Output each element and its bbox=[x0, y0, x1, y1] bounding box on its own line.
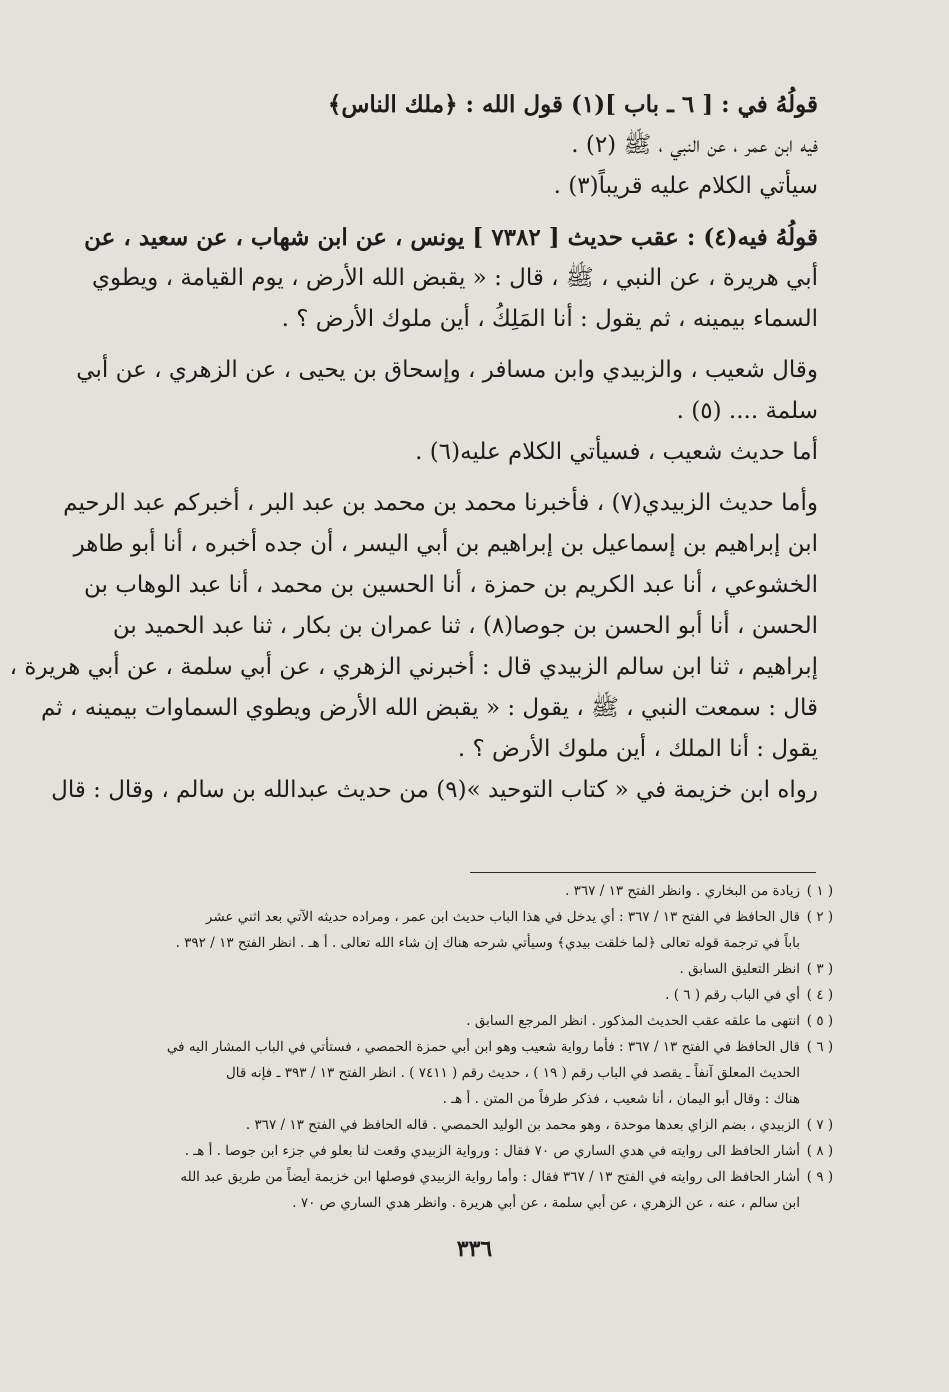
footnote-number: ( ٢ ) bbox=[806, 909, 834, 925]
footnote-text: أي في الباب رقم ( ٦ ) . bbox=[665, 987, 800, 1003]
paragraph-2 bbox=[84, 217, 818, 340]
footnote-number: ( ١ ) bbox=[806, 883, 834, 899]
footnotes bbox=[95, 878, 840, 1216]
text-line: أما حديث شعيب ، فسيأتي الكلام عليه(٦) . bbox=[415, 439, 818, 465]
footnote-number: ( ٣ ) bbox=[806, 961, 834, 977]
text-line: الحسن ، أنا أبو الحسن بن جوصا(٨) ، ثنا عمران بن بكار ، ثنا عبد الحميد بن bbox=[112, 613, 818, 639]
paragraph-5 bbox=[9, 483, 818, 811]
text-line: سلمة .... (٥) . bbox=[676, 398, 818, 424]
footnote-text: ابن سالم ، عنه ، عن الزهري ، عن أبي سلمة ، عن أبي هريرة . وانظر هدي الساري ص ٧٠ . bbox=[292, 1195, 800, 1211]
footnote-4 bbox=[95, 982, 840, 1008]
footnote-text: الحديث المعلق آنفاً ـ يقصد في الباب رقم ( ١٩ ) ، حديث رقم ( ٧٤١١ ) . انظر الفتح ١٣ / ٣٩٣ ـ فإنه قال bbox=[226, 1065, 800, 1081]
footnote-text: قال الحافظ في الفتح ١٣ / ٣٦٧ : فأما رواية شعيب وهو ابن أبي حمزة الحمصي ، فستأتي في الباب المشار اليه في bbox=[166, 1039, 800, 1055]
text-line: وأما حديث الزبيدي(٧) ، فأخبرنا محمد بن محمد بن عبد البر ، أخبركم عبد الرحيم bbox=[63, 490, 818, 516]
text-line: قال : سمعت النبي ، ﷺ ، يقول : « يقبض الله الأرض ويطوي السماوات بيمينه ، ثم bbox=[40, 695, 818, 721]
footnote-5 bbox=[95, 1008, 840, 1034]
footnote-text: قال الحافظ في الفتح ١٣ / ٣٦٧ : أي يدخل في هذا الباب حديث ابن عمر ، ومراده حديثه الآتي بعد اثني عشر bbox=[205, 909, 800, 925]
text-line: رواه ابن خزيمة في « كتاب التوحيد »(٩) من حديث عبدالله بن سالم ، وقال : قال bbox=[51, 777, 818, 803]
paragraph-4 bbox=[100, 432, 818, 473]
footnote-8 bbox=[95, 1138, 840, 1164]
text-line: ابن إبراهيم بن إسماعيل بن إبراهيم بن أبي اليسر ، أن جده أخبره ، أنا أبو طاهر bbox=[73, 531, 818, 557]
footnote-text: زيادة من البخاري . وانظر الفتح ١٣ / ٣٦٧ . bbox=[565, 883, 800, 899]
text-line: سيأتي الكلام عليه قريباً(٣) . bbox=[553, 173, 818, 199]
text-line: وقال شعيب ، والزبيدي وابن مسافر ، وإسحاق بن يحيى ، عن الزهري ، عن أبي bbox=[76, 357, 818, 383]
footnote-number: ( ٩ ) bbox=[806, 1169, 834, 1185]
text-line: فيه ابن عمر ، عن النبي ، ﷺ (٢) . bbox=[571, 132, 818, 158]
footnote-text: انتهى ما علقه عقب الحديث المذكور . انظر المرجع السابق . bbox=[466, 1013, 800, 1029]
text-line: إبراهيم ، ثنا ابن سالم الزبيدي قال : أخبرني الزهري ، عن أبي سلمة ، عن أبي هريرة ، bbox=[9, 654, 818, 680]
text-line: السماء بيمينه ، ثم يقول : أنا المَلِكُ ، أين ملوك الأرض ؟ . bbox=[281, 306, 818, 332]
footnote-text: أشار الحافظ الى روايته في الفتح ١٣ / ٣٦٧ فقال : وأما رواية الزبيدي فوصلها ابن خزيمة أيضاً من طريق عبد الله bbox=[180, 1169, 800, 1185]
text-line: قولُهُ في : [ ٦ ـ باب ](١) قول الله : ﴿ملك الناس﴾ bbox=[327, 91, 818, 118]
text-line: أبي هريرة ، عن النبي ، ﷺ ، قال : « يقبض الله الأرض ، يوم القيامة ، ويطوي bbox=[92, 265, 818, 291]
text-line: يقول : أنا الملك ، أين ملوك الأرض ؟ . bbox=[457, 736, 818, 762]
footnote-number: ( ٧ ) bbox=[806, 1117, 834, 1133]
footnote-divider bbox=[470, 872, 816, 873]
page-number: ٣٣٦ bbox=[456, 1236, 493, 1262]
footnote-number: ( ٨ ) bbox=[806, 1143, 834, 1159]
footnote-2 bbox=[95, 904, 840, 956]
text-line: الخشوعي ، أنا عبد الكريم بن حمزة ، أنا الحسين بن محمد ، أنا عبد الوهاب بن bbox=[84, 572, 818, 598]
paragraph-1 bbox=[100, 84, 818, 207]
footnote-text: أشار الحافظ الى روايته في هدي الساري ص ٧٠ فقال : ورواية الزبيدي وقعت لنا بعلو في جزء ابن جوصا . أ هـ . bbox=[184, 1143, 800, 1159]
footnote-number: ( ٤ ) bbox=[806, 987, 834, 1003]
footnote-text: هناك : وقال أبو اليمان ، أنا شعيب ، فذكر طرفاً من المتن . أ هـ . bbox=[442, 1091, 800, 1107]
footnote-text: انظر التعليق السابق . bbox=[679, 961, 800, 977]
main-text bbox=[9, 84, 818, 811]
footnote-text: الزبيدي ، بضم الزاي بعدها موحدة ، وهو محمد بن الوليد الحمصي . قاله الحافظ في الفتح ١٣ / ٣٦٧ . bbox=[245, 1117, 800, 1133]
footnote-number: ( ٦ ) bbox=[806, 1039, 834, 1055]
footnote-3 bbox=[95, 956, 840, 982]
footnote-9 bbox=[95, 1164, 840, 1216]
paragraph-3 bbox=[76, 350, 818, 432]
footnote-7 bbox=[95, 1112, 840, 1138]
footnote-6 bbox=[95, 1034, 840, 1112]
footnote-number: ( ٥ ) bbox=[806, 1013, 834, 1029]
footnote-text: باباً في ترجمة قوله تعالى ﴿لما خلقت بيدي﴾ وسيأتي شرحه هناك إن شاء الله تعالى . أ هـ . انظر الفتح ١٣ / ٣٩٢ . bbox=[175, 935, 800, 951]
text-line: قولُهُ فيه(٤) : عقب حديث [ ٧٣٨٢ ] يونس ، عن ابن شهاب ، عن سعيد ، عن bbox=[84, 224, 818, 251]
footnote-1 bbox=[95, 878, 840, 904]
